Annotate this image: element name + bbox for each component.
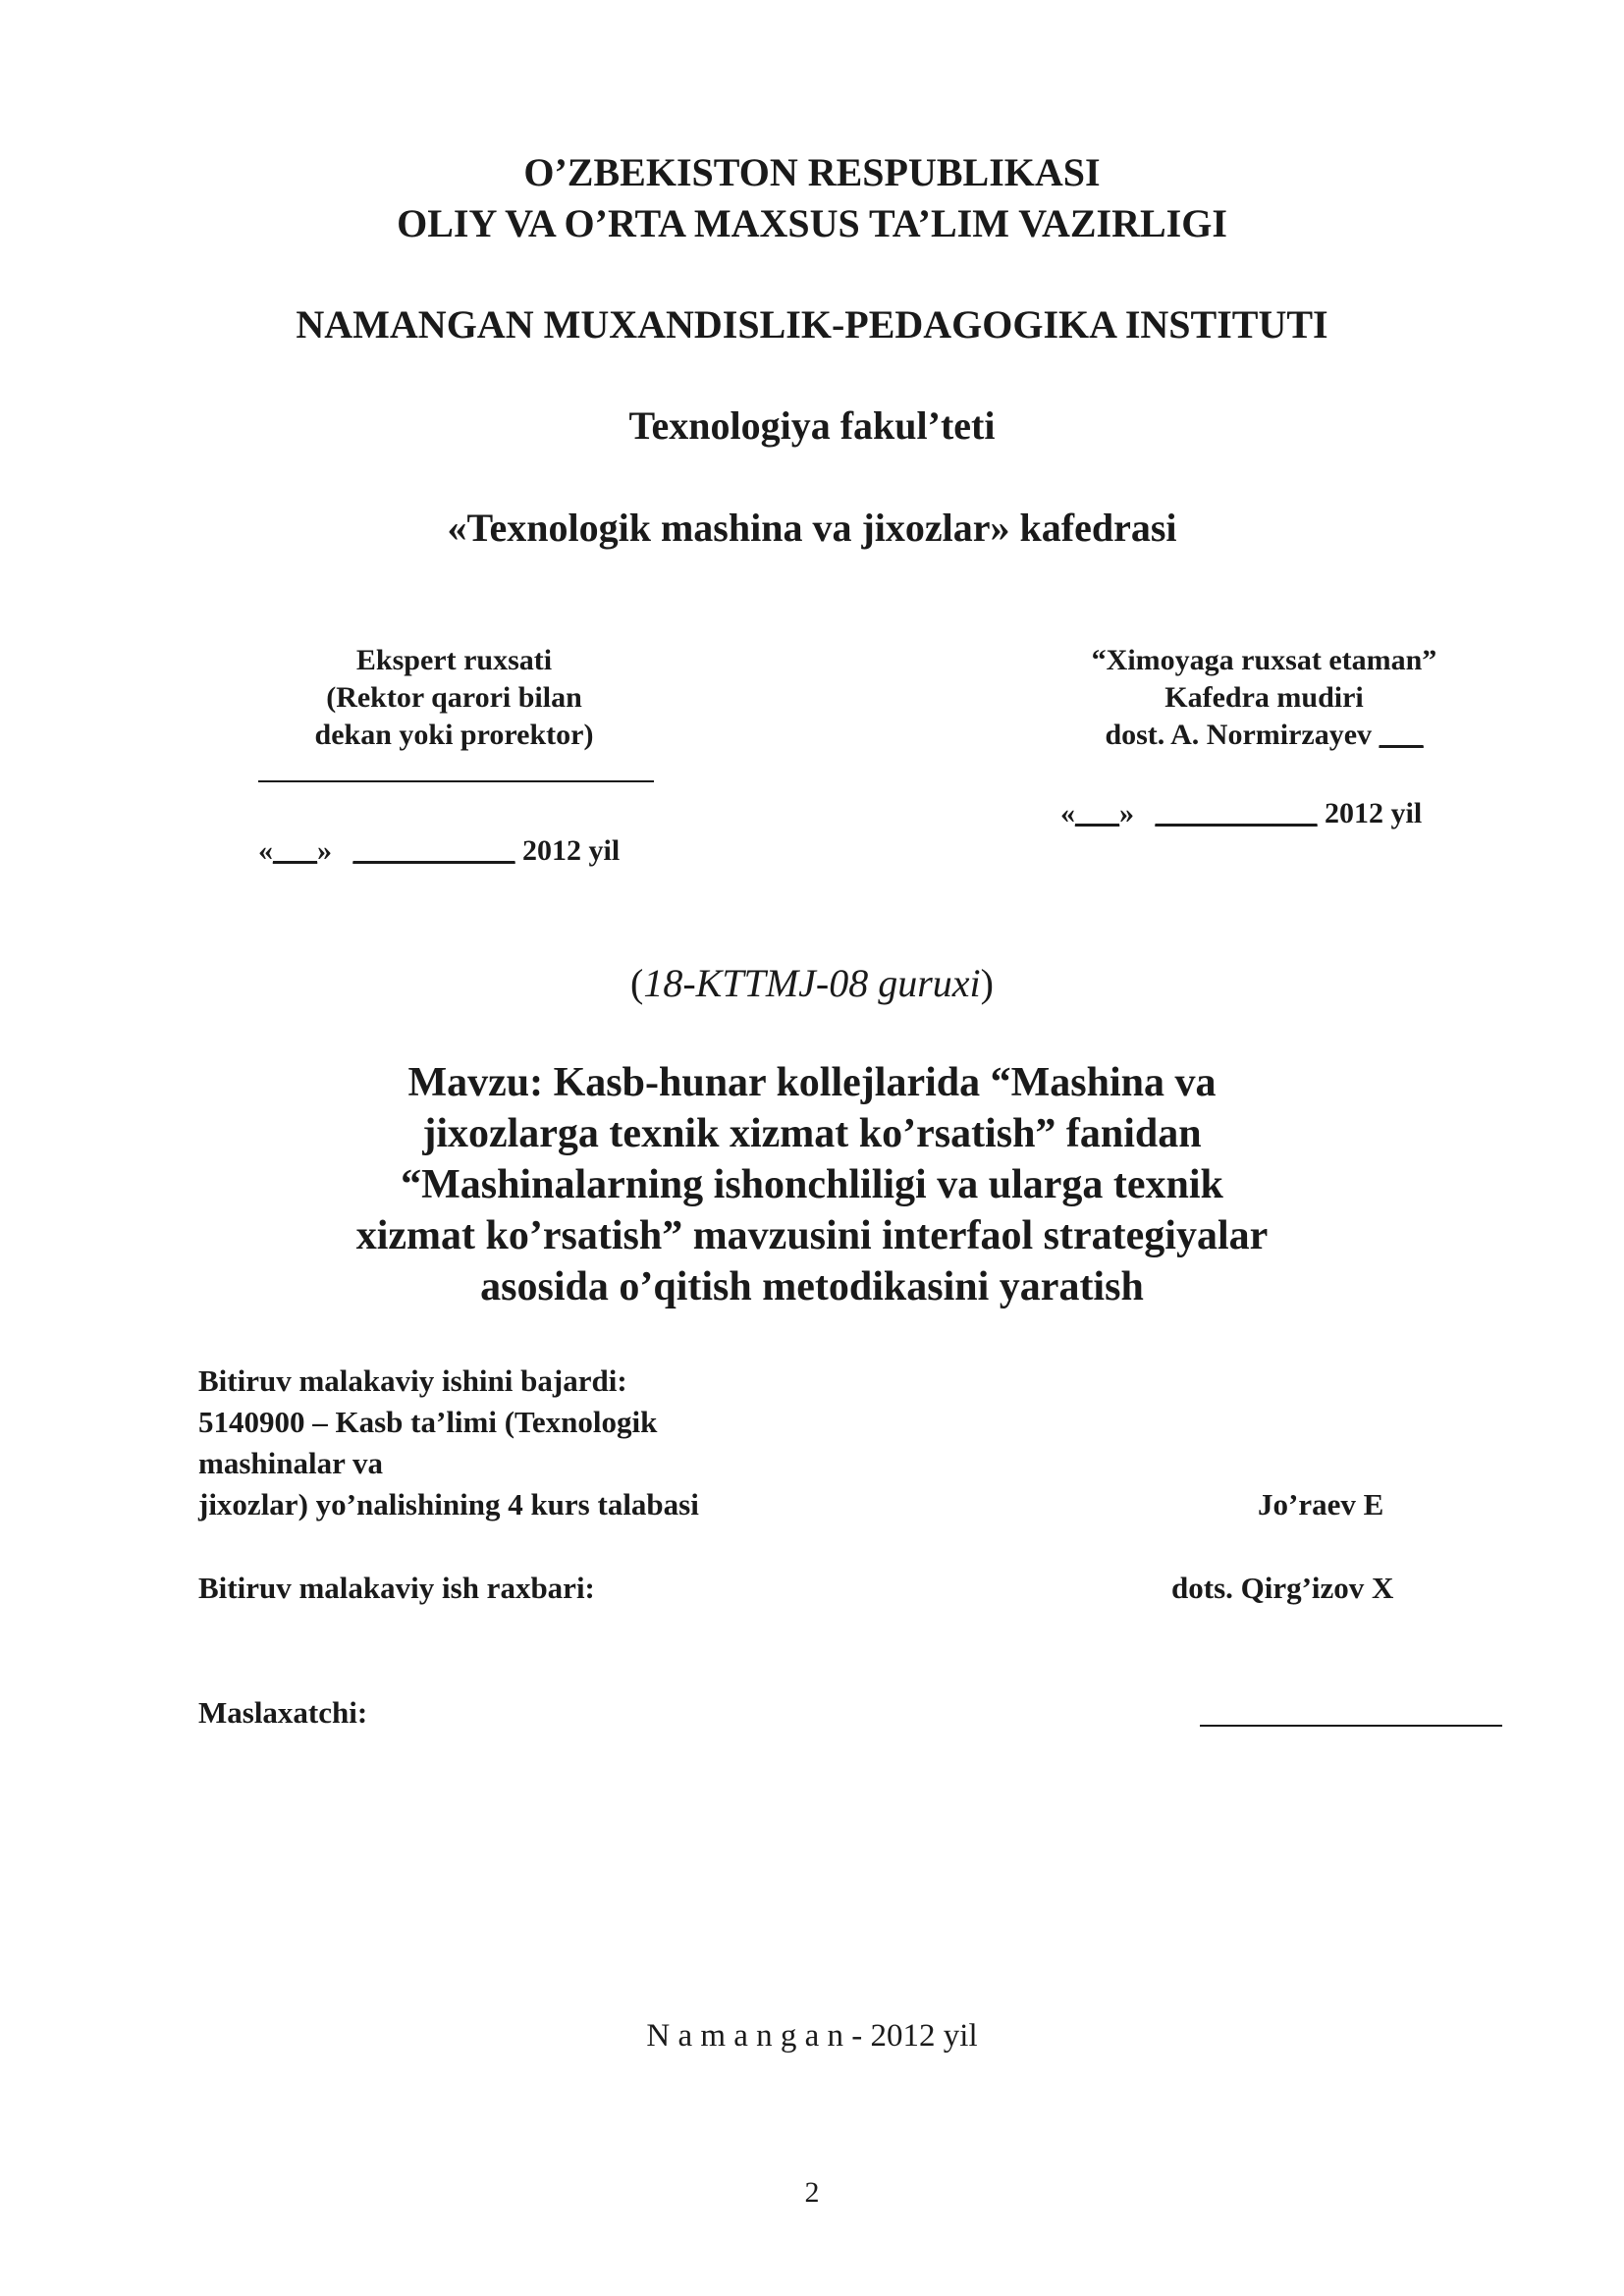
- expert-approval-note-1: (Rektor qarori bilan: [326, 681, 582, 714]
- consultant-signature-line: [1200, 1725, 1502, 1727]
- date-open-quote: «: [258, 834, 273, 867]
- institute-name: NAMANGAN MUXANDISLIK-PEDAGOGIKA INSTITUTI: [296, 302, 1328, 347]
- expert-approval-date: [258, 834, 620, 868]
- department-head-name: dost. A. Normirzayev ___: [1105, 719, 1424, 751]
- topic-line-1: Mavzu: Kasb-hunar kollejlarida “Mashina va: [407, 1060, 1217, 1105]
- month-blank: ___________: [1155, 797, 1318, 829]
- day-blank: ___: [1075, 797, 1119, 829]
- thesis-topic: [0, 1057, 1624, 1312]
- date-close-quote: »: [1119, 797, 1134, 829]
- topic-line-3: “Mashinalarning ishonchliligi va ularga texnik: [401, 1162, 1223, 1207]
- expert-approval-note-2: dekan yoki prorektor): [314, 719, 594, 751]
- defense-approval-block: [1046, 642, 1483, 754]
- day-blank: ___: [273, 834, 317, 867]
- expert-signature-line: [258, 780, 654, 782]
- page-number: 2: [804, 2176, 820, 2209]
- specialty-line-1: 5140900 – Kasb ta’limi (Texnologik: [198, 1405, 658, 1439]
- group-code: 18-KTTMJ-08 guruxi: [643, 961, 981, 1005]
- defense-approval-date: [1060, 797, 1422, 830]
- expert-approval-block: [255, 642, 653, 754]
- specialty-line-3: jixozlar) yo’nalishining 4 kurs talabasi: [198, 1487, 699, 1522]
- supervisor-name: dots. Qirg’izov X: [1171, 1571, 1394, 1605]
- topic-line-5: asosida o’qitish metodikasini yaratish: [480, 1264, 1144, 1309]
- student-name: Jo’raev E: [1258, 1487, 1384, 1522]
- place-and-year: N a m a n g a n - 2012 yil: [646, 2018, 978, 2054]
- topic-line-4: xizmat ko’rsatish” mavzusini interfaol strategiyalar: [355, 1213, 1269, 1258]
- department-head-title: Kafedra mudiri: [1164, 681, 1364, 714]
- topic-line-2: jixozlarga texnik xizmat ko’rsatish” fanidan: [422, 1111, 1202, 1156]
- defense-approval-title: “Ximoyaga ruxsat etaman”: [1091, 644, 1437, 676]
- performer-block: [198, 1361, 699, 1525]
- supervisor-label: Bitiruv malakaviy ish raxbari:: [198, 1571, 595, 1605]
- date-year: 2012 yil: [522, 834, 621, 867]
- ministry-line: OLIY VA O’RTA MAXSUS TA’LIM VAZIRLIGI: [397, 201, 1227, 245]
- republic-line: O’ZBEKISTON RESPUBLIKASI: [523, 150, 1101, 194]
- date-year: 2012 yil: [1325, 797, 1423, 829]
- expert-approval-title: Ekspert ruxsati: [355, 644, 553, 676]
- month-blank: ___________: [352, 834, 515, 867]
- specialty-line-2: mashinalar va: [198, 1446, 384, 1480]
- performer-label: Bitiruv malakaviy ishini bajardi:: [198, 1363, 627, 1398]
- date-close-quote: »: [317, 834, 332, 867]
- department-name: «Texnologik mashina va jixozlar» kafedrasi: [447, 506, 1177, 550]
- date-open-quote: «: [1060, 797, 1075, 829]
- group-label: (18-KTTMJ-08 guruxi): [630, 961, 994, 1005]
- department-head-signature-blank: ___: [1379, 719, 1424, 751]
- consultant-label: Maslaxatchi:: [198, 1695, 368, 1730]
- faculty-name: Texnologiya fakul’teti: [628, 403, 996, 448]
